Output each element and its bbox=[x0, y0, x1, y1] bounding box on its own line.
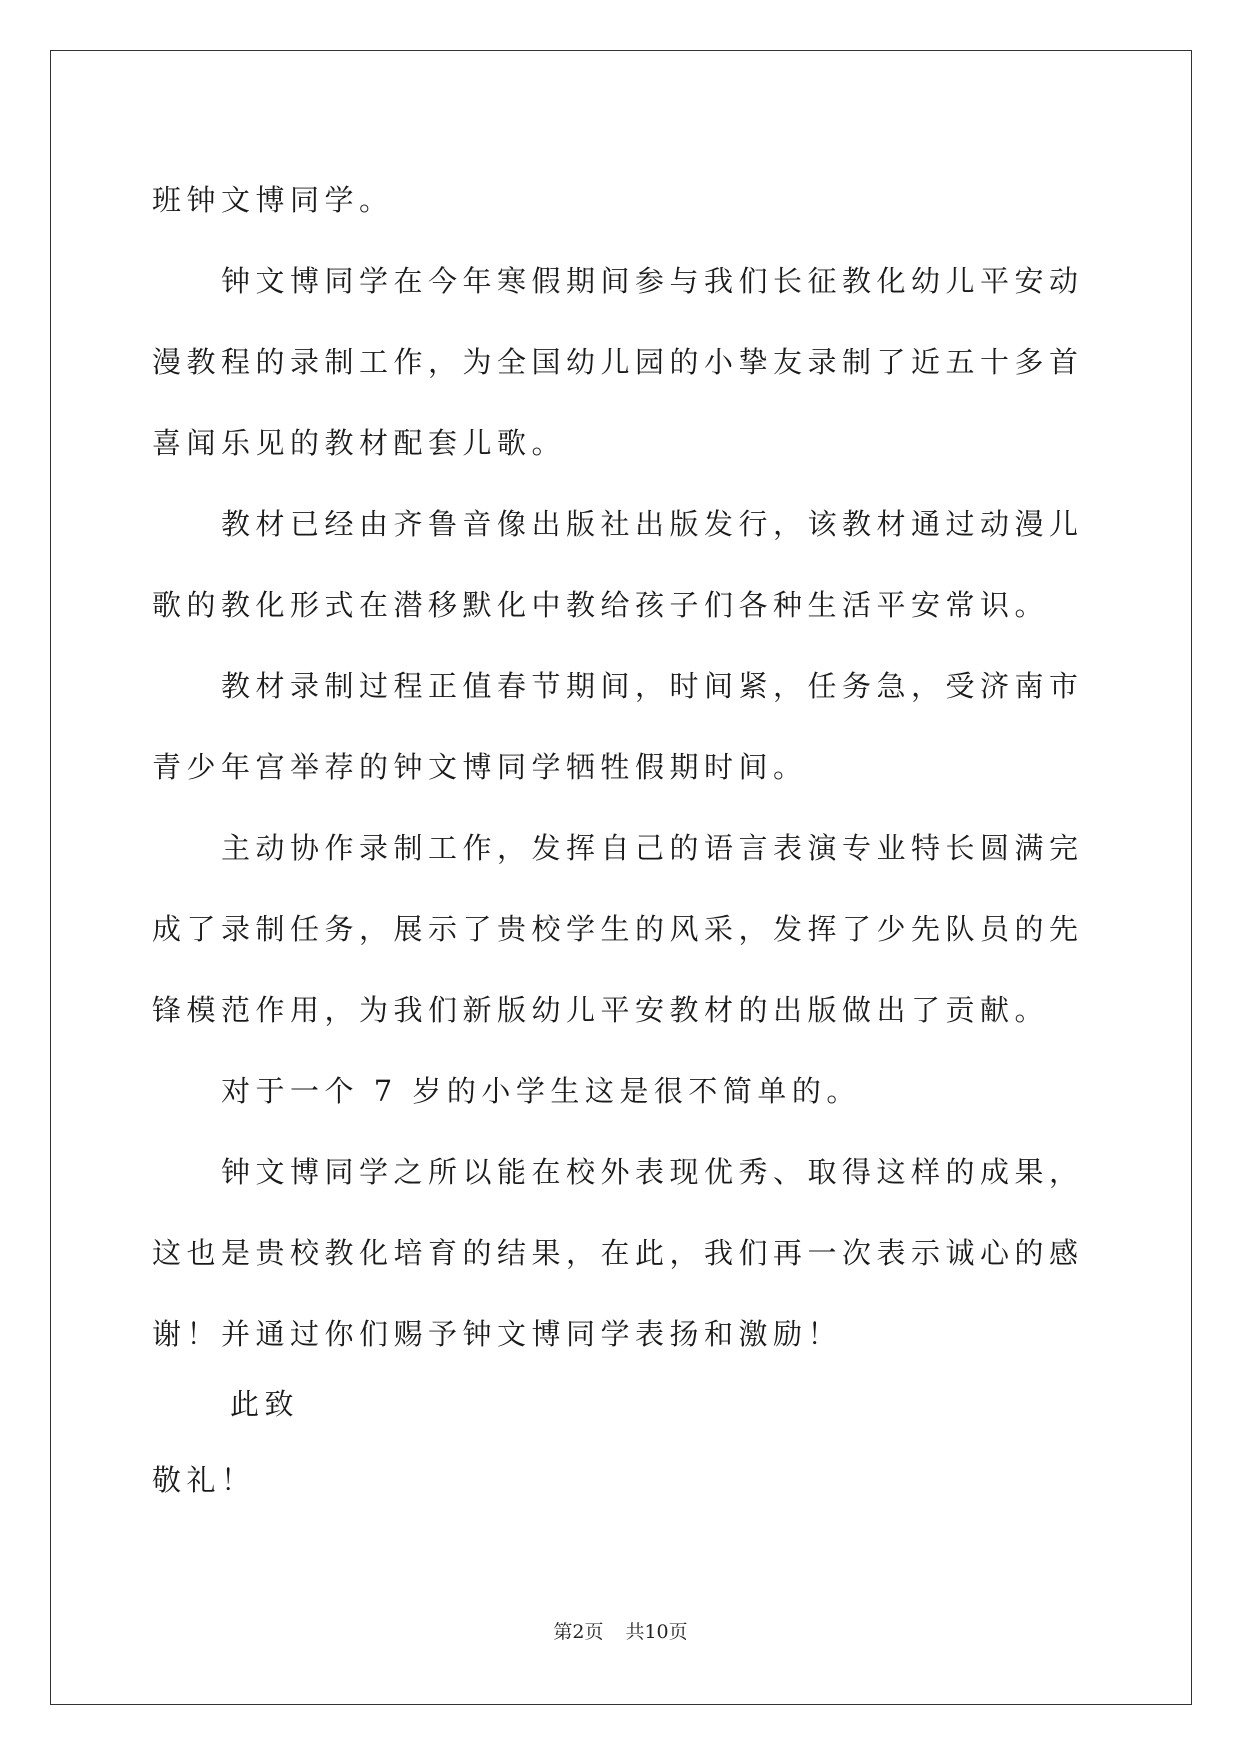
paragraph-6: 对于一个 7 岁的小学生这是很不简单的。 bbox=[221, 1074, 861, 1108]
page-total: 共10页 bbox=[625, 1621, 688, 1643]
paragraph-5: 主动协作录制工作，发挥自己的语言表演专业特长圆满完成了录制任务，展示了贵校学生的风采，发挥了少先队员的先锋模范作用，为我们新版幼儿平安教材的出版做出了贡献。 bbox=[152, 831, 1084, 1027]
paragraph-3: 教材已经由齐鲁音像出版社出版发行，该教材通过动漫儿歌的教化形式在潜移默化中教给孩子们各种生活平安常识。 bbox=[152, 507, 1084, 622]
document-body bbox=[152, 160, 1092, 1375]
paragraph-2: 钟文博同学在今年寒假期间参与我们长征教化幼儿平安动漫教程的录制工作，为全国幼儿园的小挚友录制了近五十多首喜闻乐见的教材配套儿歌。 bbox=[152, 264, 1084, 460]
paragraph-7: 钟文博同学之所以能在校外表现优秀、取得这样的成果，这也是贵校教化培育的结果，在此，我们再一次表示诚心的感谢！并通过你们赐予钟文博同学表扬和激励！ bbox=[152, 1155, 1084, 1351]
page-footer bbox=[0, 1620, 1241, 1644]
closing-salutation: 此致 bbox=[230, 1387, 300, 1421]
page-number: 第2页 bbox=[553, 1621, 604, 1643]
paragraph-4: 教材录制过程正值春节期间，时间紧，任务急，受济南市青少年宫举荐的钟文博同学牺牲假期时间。 bbox=[152, 669, 1084, 784]
paragraph-1: 班钟文博同学。 bbox=[152, 183, 394, 217]
closing-regards: 敬礼！ bbox=[152, 1463, 256, 1497]
